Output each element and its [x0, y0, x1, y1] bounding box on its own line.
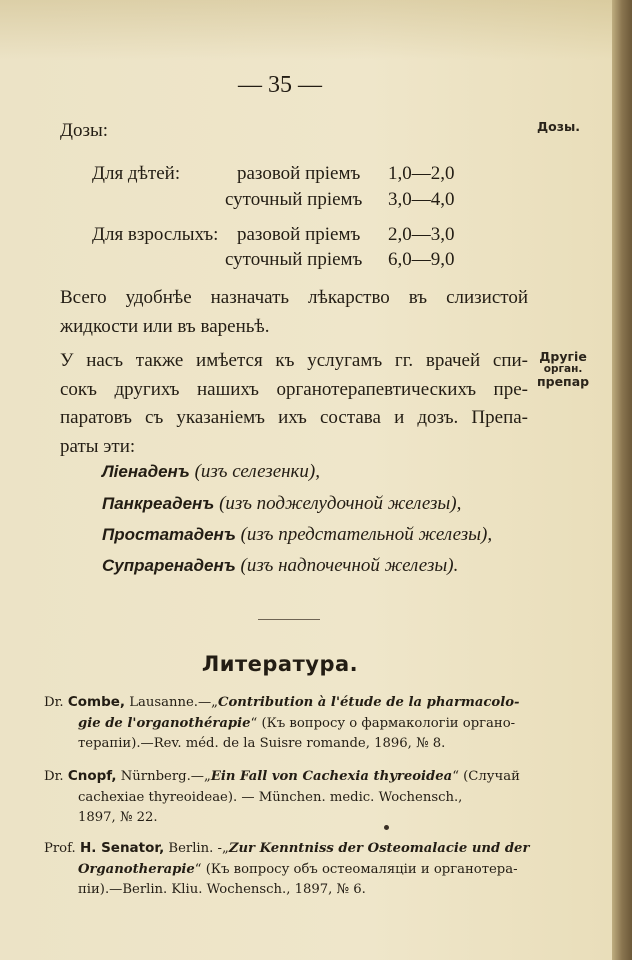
preparation-desc: (изъ надпочечной железы). — [240, 555, 459, 576]
preparation-desc: (изъ предстательной железы), — [240, 524, 493, 545]
text-line: Всего удобнѣе назначать лѣкарство въ слизистой — [60, 287, 528, 308]
ink-speck — [384, 825, 389, 830]
reference-title: Zur Kenntniss der Osteomalacie und der — [228, 841, 530, 856]
paragraph-administration — [60, 284, 528, 341]
reference-prefix: Dr. — [44, 769, 64, 784]
reference-prefix: Dr. — [44, 695, 64, 710]
reference-line: пiи).—Berlin. Kliu. Wochensch., 1897, № 6. — [78, 882, 366, 897]
section-divider — [258, 619, 320, 620]
paragraph-other-preparations — [60, 347, 528, 461]
preparation-item — [102, 519, 492, 551]
reference-prefix: Prof. — [44, 841, 76, 856]
margin-note-line: орган. — [543, 363, 583, 375]
reference-text: Lausanne.—„ — [129, 695, 218, 710]
dosage-group-children: Для дѣтей: — [92, 163, 181, 184]
text-line: сокъ другихъ нашихъ органотерапевтическихъ пре- — [60, 378, 528, 400]
reference-text: “ (Къ вопросу объ остеомаляцiи и органотера- — [194, 861, 518, 877]
text-line: раты эти: — [60, 435, 136, 457]
margin-note-other-preparations — [537, 350, 589, 389]
reference-author: H. Senator, — [79, 840, 165, 856]
reference-text: Berlin. -„ — [168, 841, 229, 856]
preparation-item — [102, 550, 458, 582]
dosage-value: 2,0—3,0 — [388, 224, 455, 245]
dosage-type: суточный прiемъ — [225, 249, 363, 270]
reference-line: 1897, № 22. — [78, 810, 158, 825]
reference-line — [44, 766, 526, 788]
reference-title: Ein Fall von Cachexia thyreoidea — [210, 769, 453, 784]
dosage-type: суточный прiемъ — [225, 189, 363, 210]
reference-line: cachexiae thyreoideae). — München. medic. Wochensch., — [78, 789, 463, 805]
reference-item — [44, 692, 526, 755]
margin-note-line: Другiе — [539, 349, 587, 364]
reference-line — [44, 860, 526, 881]
reference-line — [44, 692, 526, 714]
text-line: У насъ также имѣется къ услугамъ гг. врачей спи- — [60, 350, 528, 371]
preparation-item — [102, 456, 320, 488]
margin-note-line: препар — [537, 374, 590, 389]
text-line: паратовъ съ указанiемъ ихъ состава и дозъ. Препа- — [60, 407, 528, 428]
preparation-name: Супраренаденъ — [102, 556, 236, 575]
dosage-value: 6,0—9,0 — [388, 249, 455, 270]
preparation-desc: (изъ поджелудочной железы), — [219, 493, 462, 514]
preparation-desc: (изъ селезенки), — [194, 461, 321, 482]
book-binding — [612, 0, 632, 960]
preparation-item — [102, 488, 461, 520]
reference-author: Cnopf, — [67, 768, 117, 784]
reference-text: “ (Къ вопросу о фармакологiи органо- — [250, 715, 516, 731]
reference-line: терапiи).—Rev. méd. de la Suisre romande, 1896, № 8. — [78, 736, 446, 751]
reference-title: Organotherapie — [78, 861, 195, 877]
dosage-type: разовой прiемъ — [237, 163, 361, 184]
reference-item — [44, 766, 526, 829]
doses-heading: Дозы: — [60, 120, 109, 141]
dosage-group-adults: Для взрослыхъ: — [92, 224, 219, 245]
reference-item — [44, 838, 530, 901]
dosage-type: разовой прiемъ — [237, 224, 361, 245]
preparation-name: Лiенаденъ — [102, 462, 190, 481]
page-stain — [0, 0, 612, 60]
literature-heading: Литература. — [201, 652, 359, 676]
dosage-value: 1,0—2,0 — [388, 163, 455, 184]
reference-author: Combe, — [67, 694, 126, 710]
preparation-name: Простатаденъ — [102, 525, 236, 544]
reference-line — [44, 714, 526, 735]
text-line: жидкости или въ вареньѣ. — [60, 315, 270, 337]
reference-text: Nürnberg.—„ — [120, 769, 211, 784]
preparation-name: Панкреаденъ — [102, 494, 215, 513]
reference-title: gie de l'organothérapie — [78, 715, 251, 731]
page-number: — 35 — — [238, 72, 322, 98]
reference-text: “ (Случай — [452, 769, 520, 784]
reference-title: Contribution à l'étude de la pharmacolo- — [217, 695, 520, 710]
reference-line — [44, 838, 530, 860]
margin-note-doses: Дозы. — [537, 119, 581, 134]
dosage-value: 3,0—4,0 — [388, 189, 455, 210]
